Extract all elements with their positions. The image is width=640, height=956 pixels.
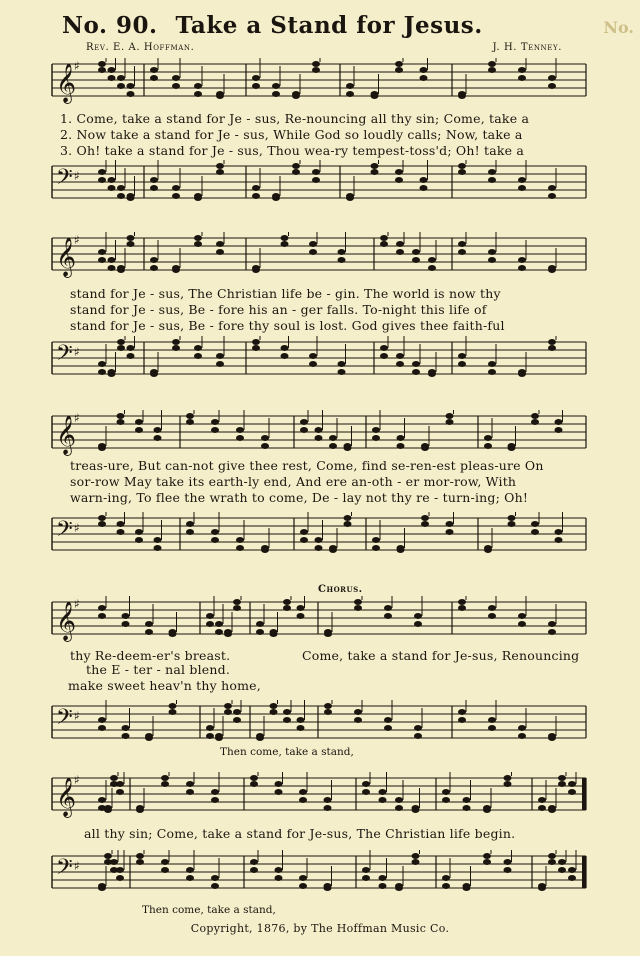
svg-text:𝄞: 𝄞 bbox=[56, 63, 77, 103]
svg-text:𝄢: 𝄢 bbox=[56, 165, 73, 195]
hymn-number: No. 90. bbox=[62, 12, 158, 39]
hymn-title bbox=[62, 12, 483, 39]
svg-text:♯: ♯ bbox=[74, 169, 80, 183]
chorus-lyric: Come, take a stand for Je-sus, Renouncing bbox=[302, 648, 580, 663]
treble-staff-5 bbox=[0, 772, 640, 820]
lyric-line-2-3: stand for Je - sus, Be - fore thy soul is lost. God gives thee faith-ful bbox=[70, 318, 505, 333]
treble-staff-1 bbox=[0, 58, 640, 106]
svg-text:𝄞: 𝄞 bbox=[56, 237, 77, 277]
svg-text:𝄢: 𝄢 bbox=[56, 341, 73, 371]
svg-text:𝄢: 𝄢 bbox=[56, 705, 73, 735]
lyric-line-1-1: 1. Come, take a stand for Je - sus, Re-nouncing all thy sin; Come, take a bbox=[60, 111, 530, 126]
copyright-line: Copyright, 1876, by The Hoffman Music Co. bbox=[190, 922, 450, 935]
svg-text:♯: ♯ bbox=[74, 773, 80, 787]
hymn-name: Take a Stand for Jesus. bbox=[175, 12, 483, 39]
svg-text:♯: ♯ bbox=[74, 233, 80, 247]
bass-staff-5 bbox=[0, 850, 640, 898]
svg-text:♯: ♯ bbox=[74, 521, 80, 535]
bass-lyric-4: Then come, take a stand, bbox=[220, 746, 354, 758]
treble-staff-4 bbox=[0, 596, 640, 644]
treble-staff-2 bbox=[0, 232, 640, 280]
svg-text:♯: ♯ bbox=[74, 59, 80, 73]
bass-staff-2 bbox=[0, 336, 640, 384]
bass-lyric-5: Then come, take a stand, bbox=[142, 904, 276, 916]
bass-staff-4 bbox=[0, 700, 640, 748]
svg-text:♯: ♯ bbox=[74, 411, 80, 425]
lyric-line-2-2: stand for Je - sus, Be - fore his an - ger falls. To-night this life of bbox=[70, 302, 487, 317]
lyric-line-1-3: 3. Oh! take a stand for Je - sus, Thou wea-ry tempest-toss'd; Oh! take a bbox=[60, 143, 525, 158]
svg-text:♯: ♯ bbox=[74, 597, 80, 611]
svg-text:♯: ♯ bbox=[74, 709, 80, 723]
svg-text:𝄢: 𝄢 bbox=[56, 855, 73, 885]
svg-text:♯: ♯ bbox=[74, 859, 80, 873]
svg-text:𝄞: 𝄞 bbox=[56, 601, 77, 641]
svg-text:𝄢: 𝄢 bbox=[56, 517, 73, 547]
lyric-line-3-3: warn-ing, To flee the wrath to come, De - lay not thy re - turn-ing; Oh! bbox=[70, 490, 529, 505]
page-corner-mark: No. bbox=[603, 18, 634, 37]
svg-text:♯: ♯ bbox=[74, 345, 80, 359]
svg-text:𝄞: 𝄞 bbox=[56, 777, 77, 817]
lyric-line-3-1: treas-ure, But can-not give thee rest, Come, find se-ren-est pleas-ure On bbox=[70, 458, 544, 473]
lyric-line-2-1: stand for Je - sus, The Christian life be - gin. The world is now thy bbox=[70, 286, 501, 301]
author-credit: Rev. E. A. Hoffman. bbox=[86, 42, 195, 53]
bass-staff-1 bbox=[0, 160, 640, 208]
lyric-line-1-2: 2. Now take a stand for Je - sus, While God so loudly calls; Now, take a bbox=[60, 127, 523, 142]
lyric-line-5-1: all thy sin; Come, take a stand for Je-sus, The Christian life begin. bbox=[84, 826, 516, 841]
lyric-line-4-2: the E - ter - nal blend. bbox=[86, 662, 231, 677]
composer-credit: J. H. Tenney. bbox=[492, 42, 562, 53]
lyric-line-3-2: sor-row May take its earth-ly end, And ere an-oth - er mor-row, With bbox=[70, 474, 517, 489]
lyric-line-4-1: thy Re-deem-er's breast. bbox=[70, 648, 231, 663]
chorus-label: Chorus. bbox=[318, 584, 363, 595]
treble-staff-3 bbox=[0, 410, 640, 458]
lyric-line-4-3: make sweet heav'n thy home, bbox=[68, 678, 261, 693]
svg-text:𝄞: 𝄞 bbox=[56, 415, 77, 455]
bass-staff-3 bbox=[0, 512, 640, 560]
